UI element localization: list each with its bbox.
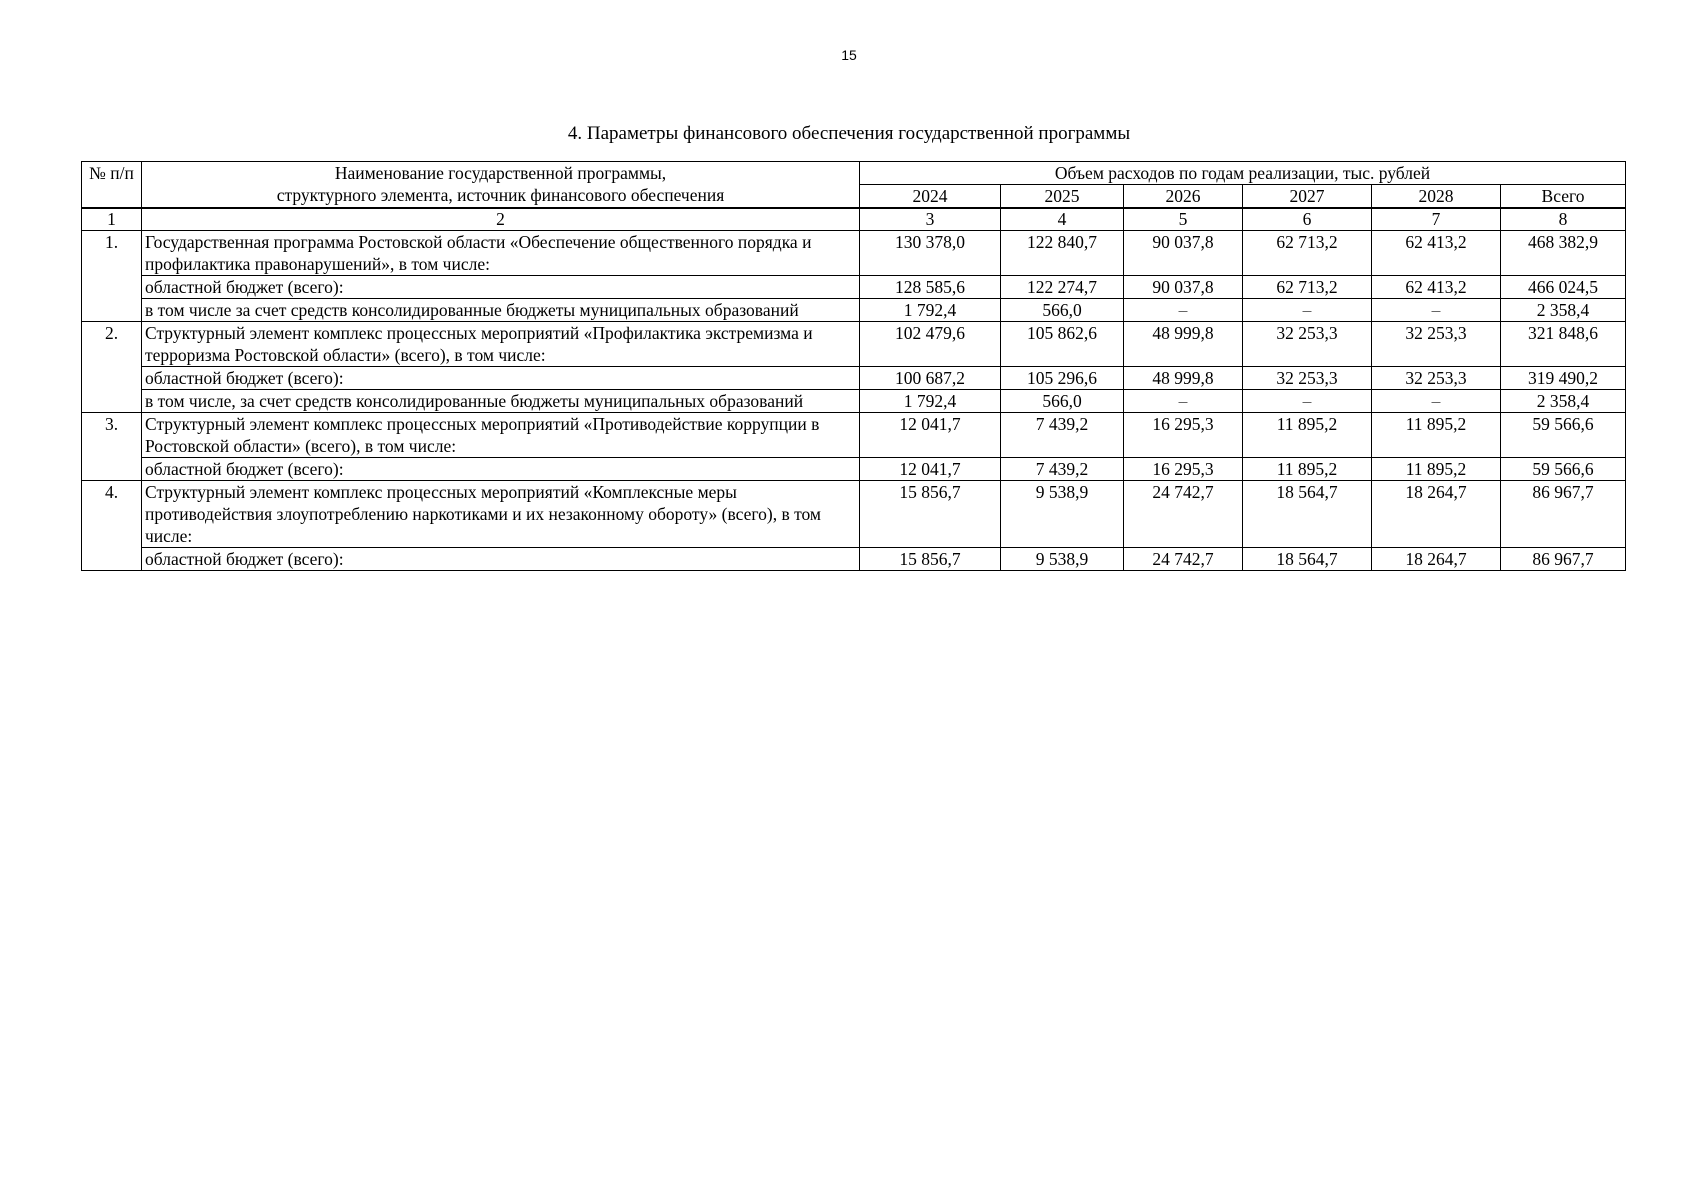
column-number: 4 (1001, 208, 1124, 231)
cell-2025: 9 538,9 (1001, 548, 1124, 571)
cell-2027: 32 253,3 (1243, 367, 1372, 390)
cell-2028: 32 253,3 (1372, 322, 1501, 367)
header-year: 2024 (860, 185, 1001, 209)
cell-total: 2 358,4 (1501, 299, 1626, 322)
cell-total: 59 566,6 (1501, 458, 1626, 481)
cell-2027: 62 713,2 (1243, 231, 1372, 276)
cell-2025: 566,0 (1001, 299, 1124, 322)
cell-2024: 1 792,4 (860, 390, 1001, 413)
header-row-1 (82, 162, 1626, 185)
row-name: областной бюджет (всего): (142, 548, 860, 571)
cell-2024: 15 856,7 (860, 481, 1001, 548)
section-title: 4. Параметры финансового обеспечения государственной программы (567, 123, 1131, 144)
column-number: 8 (1501, 208, 1626, 231)
cell-2028: 62 413,2 (1372, 276, 1501, 299)
cell-2027: 18 564,7 (1243, 548, 1372, 571)
header-year: 2026 (1124, 185, 1243, 209)
cell-2024: 128 585,6 (860, 276, 1001, 299)
cell-2024: 12 041,7 (860, 458, 1001, 481)
cell-total: 2 358,4 (1501, 390, 1626, 413)
column-number: 7 (1372, 208, 1501, 231)
cell-2025: 566,0 (1001, 390, 1124, 413)
table-row (82, 276, 1626, 299)
cell-2028: – (1372, 390, 1501, 413)
header-col-name-line2: структурного элемента, источник финансового обеспечения (276, 185, 725, 205)
cell-2024: 1 792,4 (860, 299, 1001, 322)
row-name: в том числе за счет средств консолидированные бюджеты муниципальных образований (142, 299, 860, 322)
column-number: 2 (142, 208, 860, 231)
header-col-name-line1: Наименование государственной программы, (334, 163, 667, 183)
table-row (82, 299, 1626, 322)
column-number: 1 (82, 208, 142, 231)
row-name: Структурный элемент комплекс процессных мероприятий «Профилактика экстремизма и терроризма Ростовской области» (всего), в том числе: (142, 322, 860, 367)
cell-2024: 130 378,0 (860, 231, 1001, 276)
cell-2025: 105 296,6 (1001, 367, 1124, 390)
cell-2027: – (1243, 299, 1372, 322)
header-col-group: Объем расходов по годам реализации, тыс. рублей (860, 162, 1626, 185)
cell-2028: 62 413,2 (1372, 231, 1501, 276)
header-year: 2027 (1243, 185, 1372, 209)
cell-2027: 62 713,2 (1243, 276, 1372, 299)
row-name: в том числе, за счет средств консолидированные бюджеты муниципальных образований (142, 390, 860, 413)
cell-2028: 18 264,7 (1372, 481, 1501, 548)
column-number: 6 (1243, 208, 1372, 231)
cell-2026: 24 742,7 (1124, 481, 1243, 548)
cell-2024: 12 041,7 (860, 413, 1001, 458)
row-number: 2. (82, 322, 142, 413)
row-name: Структурный элемент комплекс процессных мероприятий «Комплексные меры противодействия злоупотреблению наркотиками и их незаконному обороту» (всего), в том числе: (142, 481, 860, 548)
cell-2028: – (1372, 299, 1501, 322)
table-row (82, 548, 1626, 571)
table-row (82, 231, 1626, 276)
cell-2026: 90 037,8 (1124, 276, 1243, 299)
cell-total: 321 848,6 (1501, 322, 1626, 367)
cell-total: 86 967,7 (1501, 548, 1626, 571)
row-name: Структурный элемент комплекс процессных мероприятий «Противодействие коррупции в Ростовской области» (всего), в том числе: (142, 413, 860, 458)
cell-2025: 122 840,7 (1001, 231, 1124, 276)
header-col-name (142, 162, 860, 209)
cell-2026: 48 999,8 (1124, 322, 1243, 367)
cell-total: 86 967,7 (1501, 481, 1626, 548)
cell-2026: – (1124, 299, 1243, 322)
row-number: 1. (82, 231, 142, 322)
table-row (82, 367, 1626, 390)
header-year: 2028 (1372, 185, 1501, 209)
table-row (82, 481, 1626, 548)
header-year-total: Всего (1501, 185, 1626, 209)
cell-2027: 11 895,2 (1243, 413, 1372, 458)
table-row (82, 322, 1626, 367)
cell-2027: 32 253,3 (1243, 322, 1372, 367)
page-number: 15 (841, 47, 857, 63)
cell-2024: 15 856,7 (860, 548, 1001, 571)
row-name: областной бюджет (всего): (142, 458, 860, 481)
column-number: 5 (1124, 208, 1243, 231)
cell-2025: 7 439,2 (1001, 413, 1124, 458)
cell-2026: 16 295,3 (1124, 413, 1243, 458)
cell-2028: 11 895,2 (1372, 413, 1501, 458)
cell-2027: 11 895,2 (1243, 458, 1372, 481)
cell-total: 319 490,2 (1501, 367, 1626, 390)
table-row (82, 413, 1626, 458)
row-name: Государственная программа Ростовской области «Обеспечение общественного порядка и профилактика правонарушений», в том числе: (142, 231, 860, 276)
financial-parameters-table (81, 161, 1626, 571)
header-col-num: № п/п (82, 162, 142, 209)
cell-total: 466 024,5 (1501, 276, 1626, 299)
row-name: областной бюджет (всего): (142, 367, 860, 390)
cell-2026: 48 999,8 (1124, 367, 1243, 390)
row-number: 4. (82, 481, 142, 571)
cell-total: 59 566,6 (1501, 413, 1626, 458)
cell-2025: 122 274,7 (1001, 276, 1124, 299)
cell-2028: 32 253,3 (1372, 367, 1501, 390)
cell-2026: 24 742,7 (1124, 548, 1243, 571)
table-row (82, 458, 1626, 481)
header-year: 2025 (1001, 185, 1124, 209)
cell-2028: 18 264,7 (1372, 548, 1501, 571)
cell-total: 468 382,9 (1501, 231, 1626, 276)
cell-2028: 11 895,2 (1372, 458, 1501, 481)
cell-2027: 18 564,7 (1243, 481, 1372, 548)
column-numbers-row (82, 208, 1626, 231)
cell-2025: 105 862,6 (1001, 322, 1124, 367)
cell-2024: 102 479,6 (860, 322, 1001, 367)
cell-2027: – (1243, 390, 1372, 413)
column-number: 3 (860, 208, 1001, 231)
cell-2026: 16 295,3 (1124, 458, 1243, 481)
row-name: областной бюджет (всего): (142, 276, 860, 299)
row-number: 3. (82, 413, 142, 481)
cell-2024: 100 687,2 (860, 367, 1001, 390)
cell-2026: 90 037,8 (1124, 231, 1243, 276)
cell-2026: – (1124, 390, 1243, 413)
cell-2025: 9 538,9 (1001, 481, 1124, 548)
table-row (82, 390, 1626, 413)
cell-2025: 7 439,2 (1001, 458, 1124, 481)
